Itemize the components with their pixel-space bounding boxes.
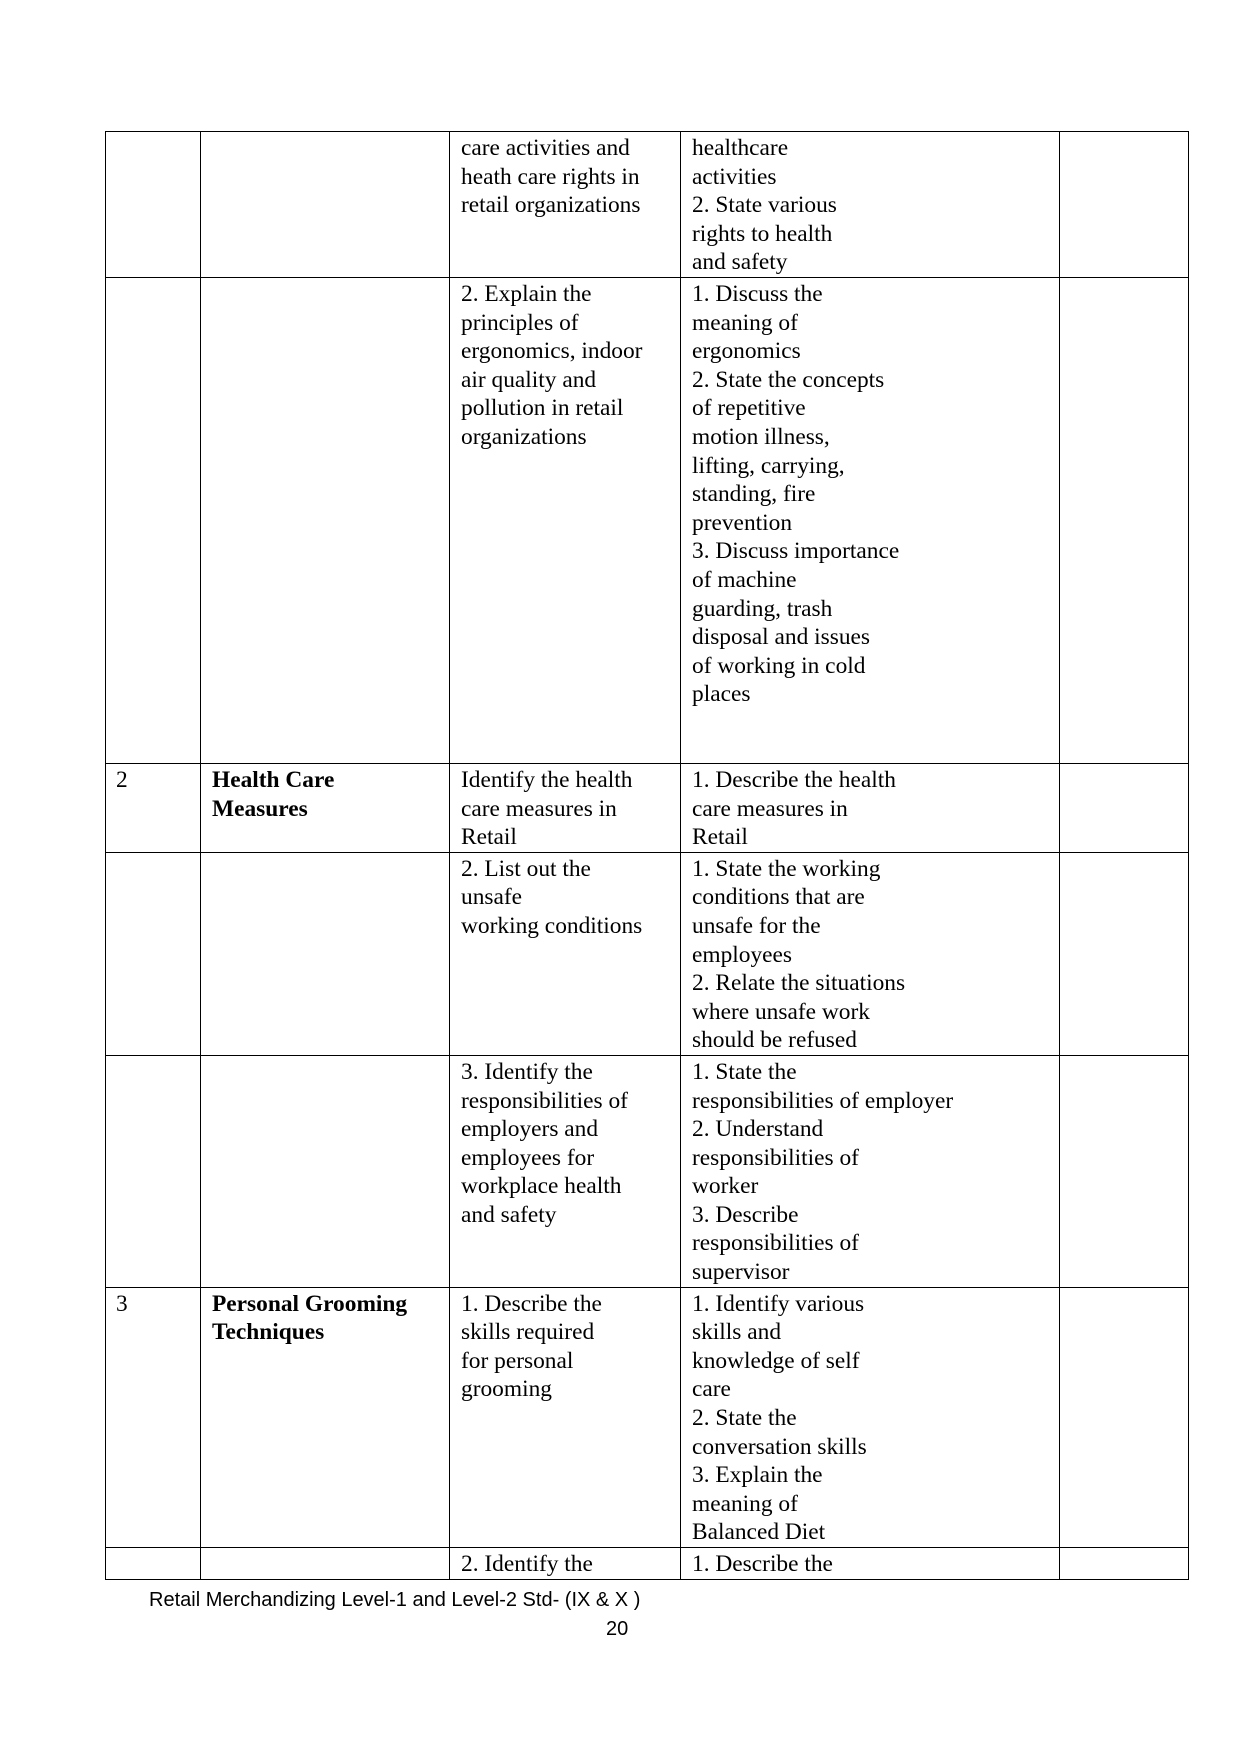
- unit-title-cell: [201, 1548, 450, 1580]
- learning-outcome-cell: [450, 132, 681, 278]
- remarks-cell: [1060, 132, 1189, 278]
- unit-title: Health Care Measures: [212, 766, 335, 822]
- assessment-criteria-cell: [681, 1548, 1060, 1580]
- page-number: 20: [606, 1618, 629, 1640]
- unit-title-cell: [201, 277, 450, 763]
- unit-number: 2: [116, 766, 128, 793]
- unit-number-cell: [106, 1287, 201, 1547]
- assessment-criteria: 1. State the working conditions that are unsafe for the employees 2. Relate the situations where unsafe work should be refused: [692, 855, 906, 1054]
- unit-number-cell: [106, 852, 201, 1055]
- learning-outcome-cell: [450, 1287, 681, 1547]
- learning-outcome: 2. Identify the: [461, 1551, 593, 1577]
- unit-title-cell: [201, 1287, 450, 1547]
- unit-number-cell: [106, 1055, 201, 1287]
- learning-outcome: 2. List out the unsafe working conditions: [461, 855, 643, 939]
- table-row: [106, 1287, 1189, 1547]
- unit-title-cell: [201, 763, 450, 852]
- unit-number-cell: [106, 1548, 201, 1580]
- unit-title-cell: [201, 1055, 450, 1287]
- assessment-criteria: 1. Discuss the meaning of ergonomics 2. State the concepts of repetitive motion illness, lifting, carrying, standing, fire prevention 3. Discuss importance of machine guarding, trash disposal and issues of working in cold places: [692, 280, 900, 708]
- assessment-criteria-cell: [681, 1287, 1060, 1547]
- assessment-criteria: 1. Identify various skills and knowledge of self care 2. State the conversation skills 3. Explain the meaning of Balanced Diet: [692, 1290, 867, 1546]
- remarks-cell: [1060, 763, 1189, 852]
- assessment-criteria: 1. Describe the health care measures in Retail: [692, 766, 896, 851]
- unit-title-cell: [201, 852, 450, 1055]
- learning-outcome-cell: [450, 763, 681, 852]
- unit-number-cell: [106, 763, 201, 852]
- learning-outcome: 2. Explain the principles of ergonomics, indoor air quality and pollution in retail organizations: [461, 280, 643, 450]
- table-row: [106, 1055, 1189, 1287]
- table-row: [106, 763, 1189, 852]
- learning-outcome-cell: [450, 1055, 681, 1287]
- remarks-cell: [1060, 1548, 1189, 1580]
- unit-number-cell: [106, 277, 201, 763]
- assessment-criteria-cell: [681, 1055, 1060, 1287]
- learning-outcome: 3. Identify the responsibilities of employers and employees for workplace health and safety: [461, 1058, 628, 1228]
- remarks-cell: [1060, 1287, 1189, 1547]
- learning-outcome-cell: [450, 277, 681, 763]
- table-row: [106, 277, 1189, 763]
- table-row: [106, 852, 1189, 1055]
- remarks-cell: [1060, 277, 1189, 763]
- table-row: [106, 132, 1189, 278]
- table-row: [106, 1548, 1189, 1580]
- remarks-cell: [1060, 1055, 1189, 1287]
- unit-number: 3: [116, 1290, 128, 1317]
- remarks-cell: [1060, 852, 1189, 1055]
- assessment-criteria-cell: [681, 132, 1060, 278]
- assessment-criteria: healthcare activities 2. State various rights to health and safety: [692, 135, 837, 276]
- learning-outcome-cell: [450, 852, 681, 1055]
- learning-outcome-cell: [450, 1548, 681, 1580]
- footer-title: Retail Merchandizing Level-1 and Level-2 Std- (IX & X ): [149, 1589, 641, 1611]
- unit-title: Personal Grooming Techniques: [212, 1290, 408, 1346]
- learning-outcome: care activities and heath care rights in retail organizations: [461, 135, 641, 219]
- assessment-criteria-cell: [681, 277, 1060, 763]
- assessment-criteria: 1. State the responsibilities of employer 2. Understand responsibilities of worker 3. Describe responsibilities of supervisor: [692, 1058, 954, 1286]
- learning-outcome: Identify the health care measures in Retail: [461, 766, 633, 851]
- assessment-criteria-cell: [681, 852, 1060, 1055]
- unit-number-cell: [106, 132, 201, 278]
- unit-title-cell: [201, 132, 450, 278]
- curriculum-table: [105, 131, 1189, 1580]
- learning-outcome: 1. Describe the skills required for personal grooming: [461, 1290, 602, 1403]
- assessment-criteria: 1. Describe the: [692, 1551, 833, 1577]
- assessment-criteria-cell: [681, 763, 1060, 852]
